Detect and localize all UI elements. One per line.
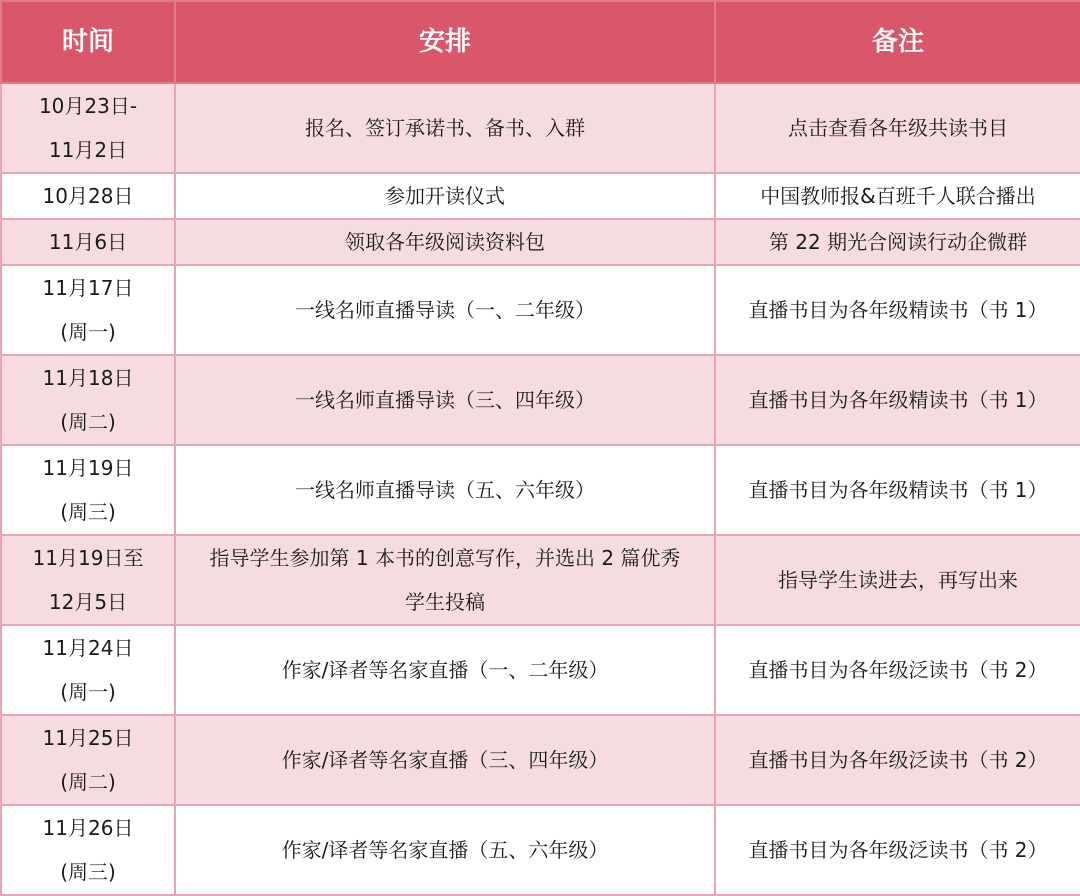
table-row: [1, 265, 1080, 355]
time-cell: [1, 715, 175, 805]
note-cell-line: 直播书目为各年级泛读书（书 2）: [748, 838, 1048, 862]
time-cell-line: (周一): [60, 680, 116, 704]
time-cell-line: 12月5日: [48, 590, 128, 614]
arrangement-cell-line: 学生投稿: [405, 590, 485, 614]
note-cell-line: 第 22 期光合阅读行动企微群: [768, 230, 1028, 254]
table-row: [1, 805, 1080, 895]
table-row: [1, 219, 1080, 265]
time-cell-line: (周一): [60, 320, 116, 344]
arrangement-cell: [175, 715, 715, 805]
table-row: [1, 715, 1080, 805]
time-cell-line: 11月6日: [48, 230, 128, 254]
note-cell-line: 中国教师报&百班千人联合播出: [760, 184, 1036, 208]
note-cell: [715, 173, 1080, 219]
time-cell-line: 11月19日至: [32, 546, 144, 570]
time-cell: [1, 535, 175, 625]
arrangement-cell: [175, 173, 715, 219]
time-cell-line: 11月26日: [42, 816, 134, 840]
time-cell-line: (周三): [60, 500, 116, 524]
time-cell-line: 11月17日: [42, 276, 134, 300]
arrangement-cell-line: 报名、签订承诺书、备书、入群: [305, 116, 585, 140]
arrangement-cell: [175, 355, 715, 445]
note-cell: [715, 355, 1080, 445]
arrangement-cell-line: 作家/译者等名家直播（三、四年级）: [281, 748, 609, 772]
arrangement-cell: [175, 219, 715, 265]
time-cell-line: (周三): [60, 860, 116, 884]
header-note: 备注: [715, 1, 1080, 83]
note-cell-line: 直播书目为各年级精读书（书 1）: [748, 298, 1048, 322]
note-cell-line: 直播书目为各年级精读书（书 1）: [748, 388, 1048, 412]
time-cell-line: 11月18日: [42, 366, 134, 390]
arrangement-cell: [175, 805, 715, 895]
time-cell: [1, 219, 175, 265]
note-cell-line: 点击查看各年级共读书目: [788, 116, 1008, 140]
arrangement-cell-line: 参加开读仪式: [385, 184, 505, 208]
time-cell-line: 11月2日: [48, 138, 128, 162]
time-cell: [1, 355, 175, 445]
time-cell-line: 10月28日: [42, 184, 134, 208]
arrangement-cell: [175, 445, 715, 535]
header-arrangement: 安排: [175, 1, 715, 83]
note-cell-line: 直播书目为各年级泛读书（书 2）: [748, 748, 1048, 772]
time-cell: [1, 445, 175, 535]
table-row: [1, 173, 1080, 219]
table-header: [1, 1, 1080, 83]
table-row: [1, 355, 1080, 445]
time-cell-line: (周二): [60, 410, 116, 434]
time-cell: [1, 805, 175, 895]
arrangement-cell-line: 一线名师直播导读（五、六年级）: [295, 478, 595, 502]
header-row: [1, 1, 1080, 83]
time-cell-line: 11月19日: [42, 456, 134, 480]
note-cell: [715, 219, 1080, 265]
table-body: [1, 83, 1080, 895]
time-cell-line: 10月23日-: [38, 94, 138, 118]
table-row: [1, 535, 1080, 625]
table-row: [1, 445, 1080, 535]
time-cell: [1, 625, 175, 715]
note-cell: [715, 535, 1080, 625]
header-time: 时间: [1, 1, 175, 83]
note-cell: [715, 715, 1080, 805]
arrangement-cell: [175, 535, 715, 625]
time-cell-line: (周二): [60, 770, 116, 794]
note-cell: [715, 625, 1080, 715]
note-cell: [715, 805, 1080, 895]
table-row: [1, 83, 1080, 173]
arrangement-cell-line: 指导学生参加第 1 本书的创意写作，并选出 2 篇优秀: [209, 546, 681, 570]
arrangement-cell-line: 作家/译者等名家直播（五、六年级）: [281, 838, 609, 862]
time-cell: [1, 265, 175, 355]
time-cell-line: 11月24日: [42, 636, 134, 660]
arrangement-cell: [175, 83, 715, 173]
arrangement-cell: [175, 625, 715, 715]
arrangement-cell-line: 作家/译者等名家直播（一、二年级）: [281, 658, 609, 682]
table-row: [1, 625, 1080, 715]
note-cell-line: 直播书目为各年级精读书（书 1）: [748, 478, 1048, 502]
note-cell: [715, 445, 1080, 535]
arrangement-cell-line: 一线名师直播导读（一、二年级）: [295, 298, 595, 322]
note-cell: [715, 265, 1080, 355]
arrangement-cell-line: 一线名师直播导读（三、四年级）: [295, 388, 595, 412]
note-cell: [715, 83, 1080, 173]
time-cell-line: 11月25日: [42, 726, 134, 750]
arrangement-cell-line: 领取各年级阅读资料包: [345, 230, 545, 254]
note-cell-line: 指导学生读进去，再写出来: [778, 568, 1018, 592]
time-cell: [1, 83, 175, 173]
arrangement-cell: [175, 265, 715, 355]
note-cell-line: 直播书目为各年级泛读书（书 2）: [748, 658, 1048, 682]
time-cell: [1, 173, 175, 219]
